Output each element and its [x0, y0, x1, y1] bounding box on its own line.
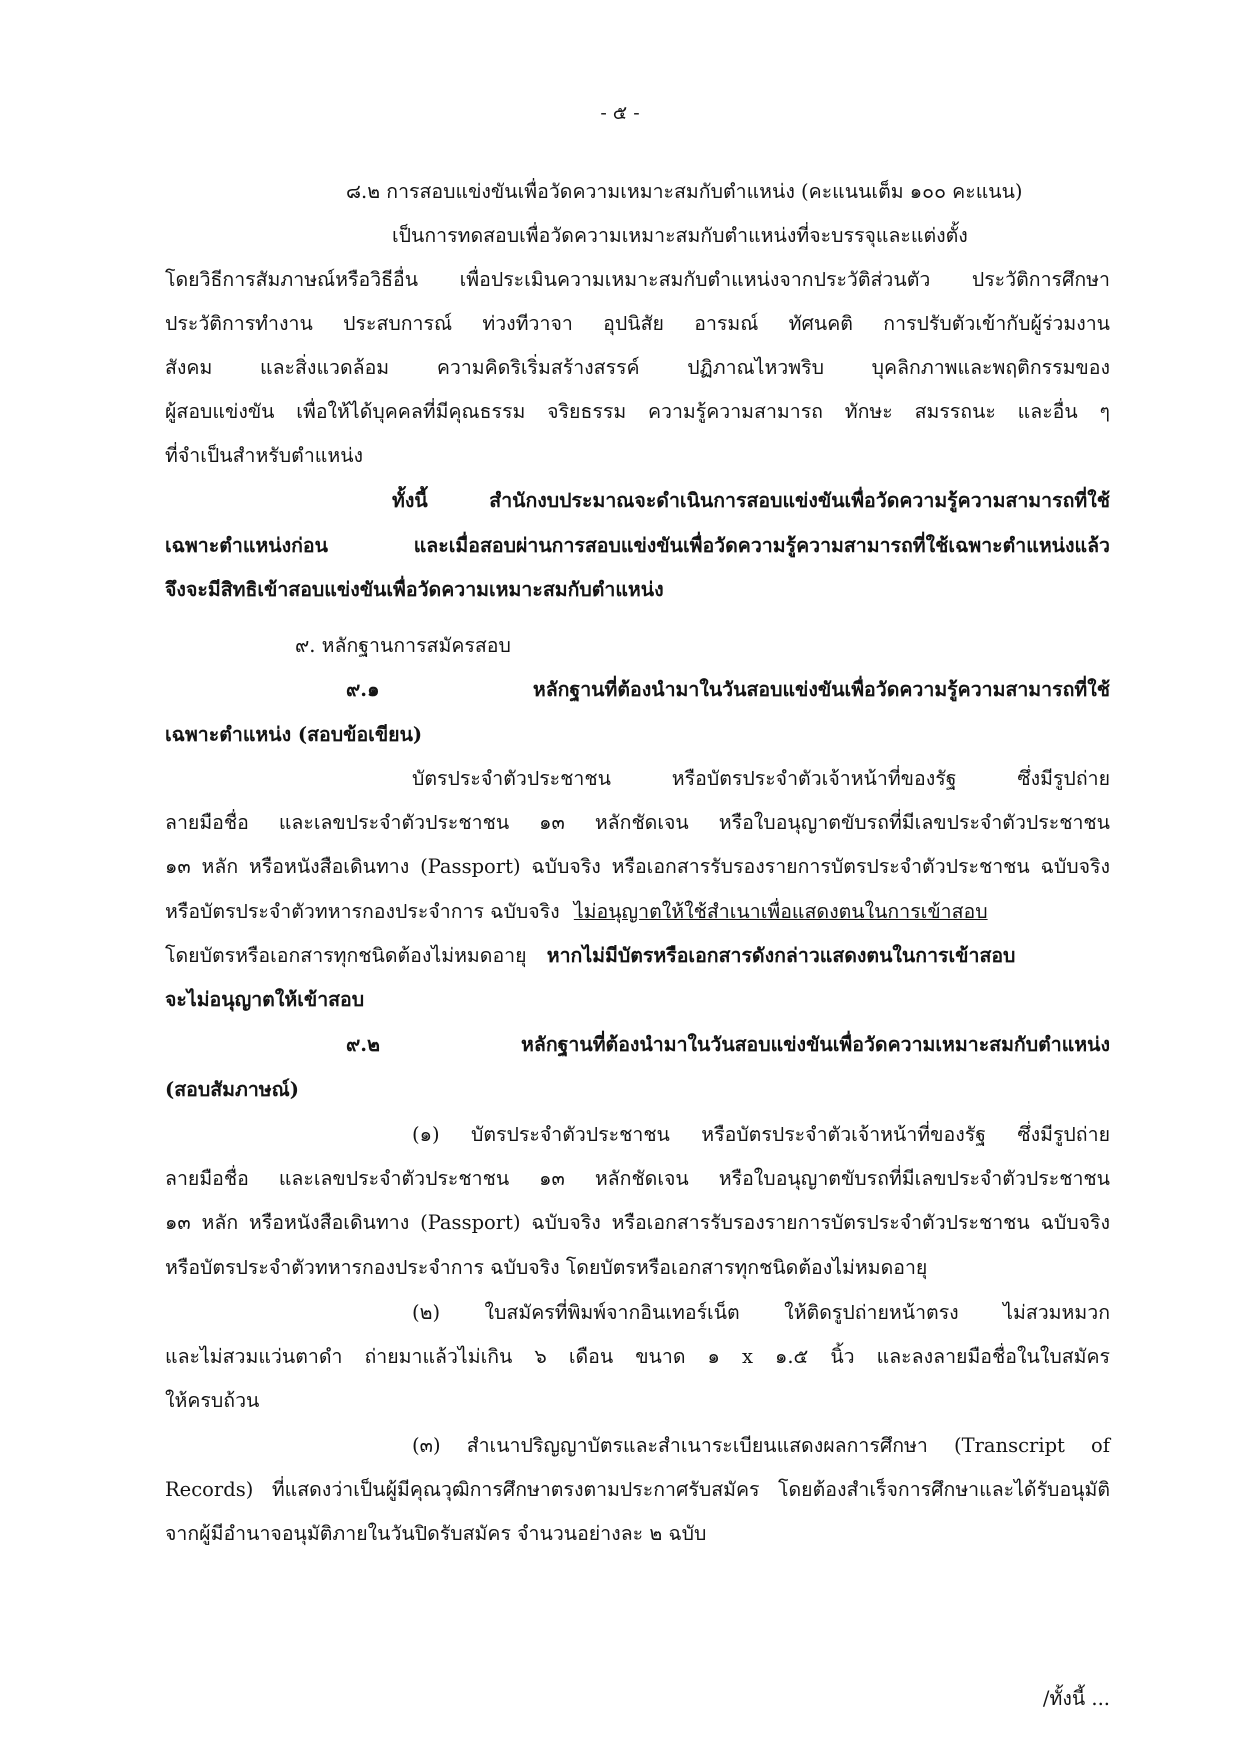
paragraph-line — [165, 897, 988, 929]
underlined-warning: ไม่อนุญาตให้ใช้สำเนาเพื่อแสดงตนในการเข้าสอบ — [573, 900, 988, 923]
note-line: เฉพาะตำแหน่งก่อน และเมื่อสอบผ่านการสอบแข่งขันเพื่อวัดความรู้ความสามารถที่ใช้เฉพาะตำแหน่งแล้ว — [165, 534, 1110, 557]
paragraph-line: ๑๓ หลัก หรือหนังสือเดินทาง (Passport) ฉบับจริง หรือเอกสารรับรองรายการบัตรประจำตัวประชาชน ฉบับจริง — [165, 1211, 1110, 1234]
section-9-1-heading: เฉพาะตำแหน่ง (สอบข้อเขียน) — [165, 723, 423, 746]
list-item: (๓) สำเนาปริญญาบัตรและสำเนาระเบียนแสดงผลการศึกษา (Transcript of — [412, 1434, 1110, 1457]
paragraph-line: จากผู้มีอำนาจอนุมัติภายในวันปิดรับสมัคร จำนวนอย่างละ ๒ ฉบับ — [165, 1522, 707, 1545]
bold-warning: หากไม่มีบัตรหรือเอกสารดังกล่าวแสดงตนในการเข้าสอบ — [546, 944, 1016, 967]
section-9-2-heading: (สอบสัมภาษณ์) — [165, 1078, 299, 1101]
paragraph-line: ลายมือชื่อ และเลขประจำตัวประชาชน ๑๓ หลักชัดเจน หรือใบอนุญาตขับรถที่มีเลขประจำตัวประชาชน — [165, 811, 1110, 834]
paragraph-line: สังคม และสิ่งแวดล้อม ความคิดริเริ่มสร้างสรรค์ ปฏิภาณไหวพริบ บุคลิกภาพและพฤติกรรมของ — [165, 356, 1110, 379]
paragraph-line: หรือบัตรประจำตัวทหารกองประจำการ ฉบับจริง โดยบัตรหรือเอกสารทุกชนิดต้องไม่หมดอายุ — [165, 1256, 928, 1279]
paragraph-line: ที่จำเป็นสำหรับตำแหน่ง — [165, 444, 364, 467]
paragraph-line: Records) ที่แสดงว่าเป็นผู้มีคุณวุฒิการศึกษาตรงตามประกาศรับสมัคร โดยต้องสำเร็จการศึกษาและได้รับอนุมัติ — [165, 1478, 1110, 1501]
paragraph-line: ผู้สอบแข่งขัน เพื่อให้ได้บุคคลที่มีคุณธรรม จริยธรรม ความรู้ความสามารถ ทักษะ สมรรถนะ และอื่น ๆ — [165, 400, 1110, 423]
paragraph-line: ๑๓ หลัก หรือหนังสือเดินทาง (Passport) ฉบับจริง หรือเอกสารรับรองรายการบัตรประจำตัวประชาชน ฉบับจริง — [165, 855, 1110, 878]
paragraph-line: โดยวิธีการสัมภาษณ์หรือวิธีอื่น เพื่อประเมินความเหมาะสมกับตำแหน่งจากประวัติส่วนตัว ประวัติการศึกษา — [165, 268, 1110, 291]
list-item: (๒) ใบสมัครที่พิมพ์จากอินเทอร์เน็ต ให้ติดรูปถ่ายหน้าตรง ไม่สวมหมวก — [412, 1301, 1110, 1324]
note-line: จึงจะมีสิทธิเข้าสอบแข่งขันเพื่อวัดความเหมาะสมกับตำแหน่ง — [165, 578, 664, 601]
paragraph-line: เป็นการทดสอบเพื่อวัดความเหมาะสมกับตำแหน่งที่จะบรรจุและแต่งตั้ง — [392, 224, 968, 247]
section-8-2-heading: ๘.๒ การสอบแข่งขันเพื่อวัดความเหมาะสมกับตำแหน่ง (คะแนนเต็ม ๑๐๐ คะแนน) — [346, 180, 1023, 203]
paragraph-line: ประวัติการทำงาน ประสบการณ์ ท่วงทีวาจา อุปนิสัย อารมณ์ ทัศนคติ การปรับตัวเข้ากับผู้ร่วมงาน — [165, 312, 1110, 335]
bold-warning: จะไม่อนุญาตให้เข้าสอบ — [165, 988, 365, 1011]
page-number: - ๕ - — [600, 102, 640, 124]
list-item: (๑) บัตรประจำตัวประชาชน หรือบัตรประจำตัวเจ้าหน้าที่ของรัฐ ซึ่งมีรูปถ่าย — [412, 1123, 1110, 1146]
text-segment: โดยบัตรหรือเอกสารทุกชนิดต้องไม่หมดอายุ — [165, 944, 527, 967]
paragraph-line: บัตรประจำตัวประชาชน หรือบัตรประจำตัวเจ้าหน้าที่ของรัฐ ซึ่งมีรูปถ่าย — [412, 767, 1110, 790]
paragraph-line: และไม่สวมแว่นตาดำ ถ่ายมาแล้วไม่เกิน ๖ เดือน ขนาด ๑ x ๑.๕ นิ้ว และลงลายมือชื่อในใบสมัคร — [165, 1345, 1110, 1368]
section-9-2-heading: ๙.๒ หลักฐานที่ต้องนำมาในวันสอบแข่งขันเพื่อวัดความเหมาะสมกับตำแหน่ง — [346, 1033, 1110, 1056]
paragraph-line: ให้ครบถ้วน — [165, 1389, 260, 1412]
note-line: ทั้งนี้ สำนักงบประมาณจะดำเนินการสอบแข่งขันเพื่อวัดความรู้ความสามารถที่ใช้ — [392, 489, 1110, 512]
text-segment: หรือบัตรประจำตัวทหารกองประจำการ ฉบับจริง — [165, 900, 560, 923]
paragraph-line — [165, 941, 1015, 973]
paragraph-line: ลายมือชื่อ และเลขประจำตัวประชาชน ๑๓ หลักชัดเจน หรือใบอนุญาตขับรถที่มีเลขประจำตัวประชาชน — [165, 1167, 1110, 1190]
section-9-heading: ๙. หลักฐานการสมัครสอบ — [295, 634, 511, 657]
continuation-note: /ทั้งนี้ ... — [1042, 1687, 1110, 1710]
section-9-1-heading: ๙.๑ หลักฐานที่ต้องนำมาในวันสอบแข่งขันเพื่อวัดความรู้ความสามารถที่ใช้ — [346, 678, 1110, 701]
